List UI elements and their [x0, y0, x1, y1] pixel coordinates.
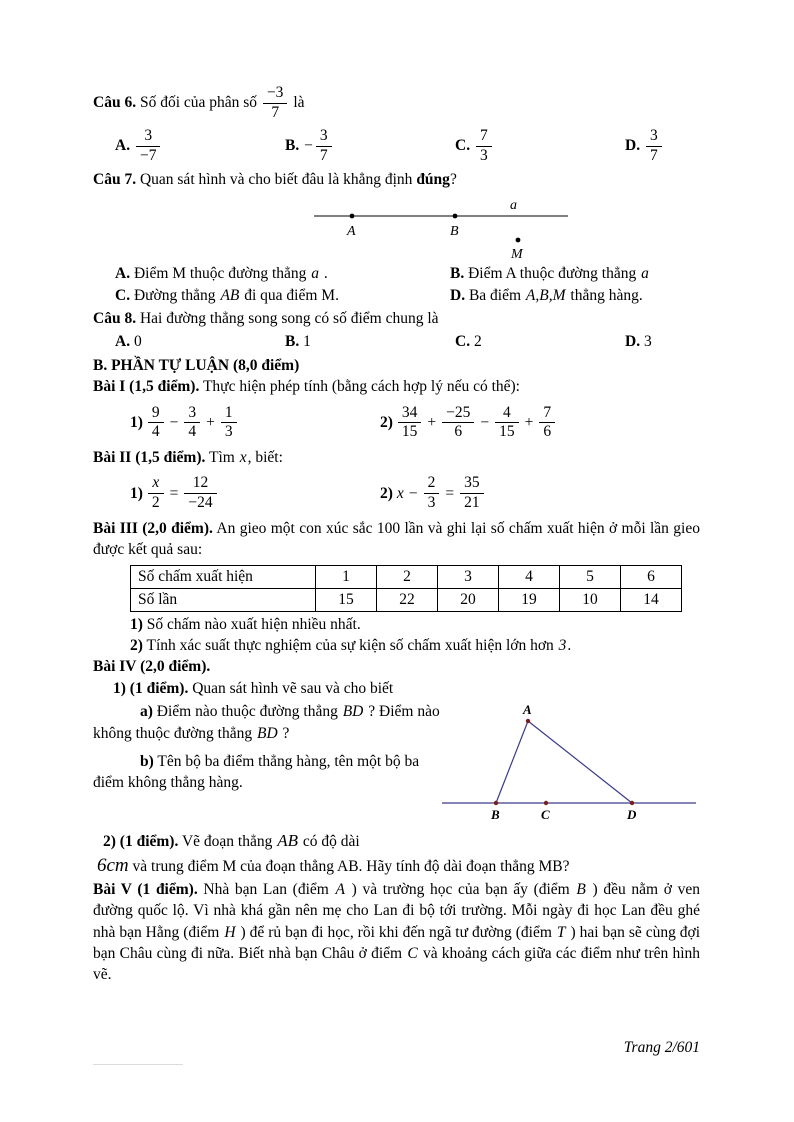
q7-label: Câu 7. [93, 170, 137, 188]
table-row: Số lần 15 22 20 19 10 14 [131, 588, 682, 611]
fraction: $\frac{9}{4}$ [148, 405, 164, 441]
q7-option-b: B. Điểm A thuộc đường thẳng a [450, 265, 649, 283]
bai4-item-a: a) Điểm nào thuộc đường thẳng BD ? Điểm nào không thuộc đường thẳng BD ? [93, 703, 440, 742]
q6-option-b: B. − $\frac{3}{7}$ [263, 127, 433, 165]
bai4-item-b: b) Tên bộ ba điểm thẳng hàng, tên một bộ ba điểm không thẳng hàng. [93, 752, 420, 792]
bai4-figure-column [440, 701, 700, 825]
q8-option-a: A. 0 [115, 333, 142, 351]
bai4-part1-body [93, 701, 700, 825]
fraction: $\frac{4}{15}$ [495, 405, 519, 441]
length-6cm: 6cm [97, 854, 129, 876]
q7-question-mark: ? [449, 170, 457, 188]
q7-option-c: C. Đường thẳng AB đi qua điểm M. [115, 286, 339, 304]
bai5-label: Bài V (1 điểm). [93, 880, 198, 898]
q8-label: Câu 8. [93, 310, 137, 328]
segment-ab [496, 721, 528, 803]
bai4-part2-line2: 6cm và trung điểm M của đoạn thẳng AB. Hãy tính độ dài đoạn thẳng MB? [97, 854, 570, 876]
fraction: $\frac{2}{3}$ [424, 475, 440, 511]
fraction: $\frac{3}{7}$ [646, 128, 662, 164]
fraction: $\frac{3}{7}$ [316, 128, 332, 164]
page-number: Trang 2/601 [623, 1038, 700, 1056]
point-c-label: C [541, 807, 550, 823]
point-a-dot [526, 719, 530, 723]
q6-label: Câu 6. [93, 93, 137, 111]
bai2-text-post: , biết: [247, 449, 283, 467]
bai1-expression-1: 1) $\frac{9}{4}$ − $\frac{3}{4}$ + $\frac{1}{3}$ [93, 404, 380, 442]
point-d-dot [630, 801, 634, 805]
fraction: $\frac{34}{15}$ [398, 405, 422, 441]
q6-option-d: D. $\frac{3}{7}$ [603, 127, 664, 165]
point-a-dot [350, 214, 355, 219]
point-b-label: B [491, 807, 500, 823]
fraction: $\frac{7}{3}$ [476, 128, 492, 164]
fraction: $\frac{3}{-7}$ [136, 128, 161, 164]
q7-text: Quan sát hình và cho biết đâu là khẳng định [139, 170, 413, 188]
bai2-equation-2: 2) x − $\frac{2}{3}$ = $\frac{35}{21}$ [380, 474, 486, 512]
bai5-paragraph: Bài V (1 điểm). Nhà bạn Lan (điểm A ) và trường học của bạn ấy (điểm B ) đều nằm ở ven đường quốc lộ. Vì nhà khá gần nên mẹ cho Lan đi bộ tới trường. Mỗi ngày đi học Lan đều ghé nhà bạn Hằng (điểm H ) để rủ bạn đi học, rồi khi đến ngã tư đường (điểm T ) hai bạn sẽ cùng đợi bạn Châu cùng đi nữa. Biết nhà bạn Châu ở điểm C và khoảng cách giữa các điểm như trên hình vẽ. [93, 880, 701, 984]
point-m-dot [516, 238, 521, 243]
q8-option-c: C. 2 [455, 333, 482, 351]
bai2-equations [93, 474, 700, 512]
point-b-dot [453, 214, 458, 219]
point-b-label: B [450, 224, 459, 240]
bai1-label: Bài I (1,5 điểm). [93, 378, 200, 396]
fraction: $\frac{-25}{6}$ [442, 405, 474, 441]
bai1-expressions [93, 404, 700, 442]
table-row: Số chấm xuất hiện 1 2 3 4 5 6 [131, 565, 682, 588]
bai2-text-pre: Tìm [208, 449, 235, 467]
fraction: $\frac{x}{2}$ [148, 475, 164, 511]
q8-text: Hai đường thẳng song song có số điểm chung là [139, 310, 439, 328]
bai1-text: Thực hiện phép tính (bằng cách hợp lý nếu có thể): [202, 378, 520, 396]
bai2-label: Bài II (1,5 điểm). [93, 449, 206, 467]
q6-options [93, 127, 700, 165]
q6-prompt [93, 84, 700, 122]
bai1-heading [93, 376, 700, 397]
bai2-heading [93, 447, 700, 468]
q8-option-d: D. 3 [625, 333, 652, 351]
bai4-heading: Bài IV (2,0 điểm). [93, 658, 211, 676]
q6-fraction: $\frac{-3}{7}$ [263, 85, 288, 121]
q8-option-b: B. 1 [285, 333, 311, 351]
fraction: $\frac{12}{-24}$ [184, 475, 216, 511]
section-b-title: B. PHẦN TỰ LUẬN (8,0 điểm) [93, 356, 300, 374]
point-a-label: A [347, 224, 356, 240]
bai4-part1-text-column [93, 701, 440, 825]
fraction: $\frac{3}{4}$ [184, 405, 200, 441]
bai2-var-x: x [239, 449, 247, 467]
bai1-expression-2: 2) $\frac{34}{15}$ + $\frac{-25}{6}$ − $\frac{4}{15}$ + $\frac{7}{6}$ [380, 404, 557, 442]
point-a-label: A [523, 705, 532, 718]
bai2-equation-1: 1) $\frac{x}{2}$ = $\frac{12}{-24}$ [93, 474, 380, 512]
fraction: $\frac{35}{21}$ [460, 475, 484, 511]
point-m-label: M [511, 247, 523, 262]
q6-option-c: C. $\frac{7}{3}$ [433, 127, 603, 165]
bai4-triangle-figure [440, 705, 700, 825]
q8-options [93, 331, 700, 352]
q7-option-a: A. Điểm M thuộc đường thẳng a . [115, 265, 328, 283]
point-d-label: D [627, 807, 637, 823]
segment-ad [528, 721, 632, 803]
bai4-part1-heading: 1) (1 điểm). Quan sát hình vẽ sau và cho biết [113, 679, 394, 697]
footer-divider [93, 1064, 183, 1065]
bai4-part2-line1: 2) (1 điểm). Vẽ đoạn thẳng AB có độ dài [103, 831, 360, 851]
q7-prompt [93, 169, 700, 190]
fraction: $\frac{7}{6}$ [539, 405, 555, 441]
minus-sign: − [304, 137, 313, 155]
point-c-dot [544, 801, 548, 805]
q8-prompt [93, 308, 700, 329]
q7-option-d: D. Ba điểm A,B,M thẳng hàng. [450, 286, 643, 304]
q7-figure [310, 195, 590, 261]
point-b-dot [494, 801, 498, 805]
q7-bold-word: đúng [416, 170, 450, 188]
q7-options [93, 263, 700, 306]
bai3-text: An gieo một con xúc sắc 100 lần và ghi lại số chấm xuất hiện ở mỗi lần gieo được kết quả sau: [93, 519, 700, 559]
bai3-item-2: 2) Tính xác suất thực nghiệm của sự kiện số chấm xuất hiện lớn hơn 3. [130, 637, 572, 654]
fraction: $\frac{1}{3}$ [221, 405, 237, 441]
bai3-label: Bài III (2,0 điểm). [93, 519, 213, 537]
bai3-item-1: 1) Số chấm nào xuất hiện nhiều nhất. [130, 615, 361, 633]
q6-text-before: Số đối của phân số [139, 93, 258, 111]
q6-text-after: là [293, 93, 305, 111]
q6-option-a: A. $\frac{3}{-7}$ [93, 127, 263, 165]
line-a-label: a [510, 198, 517, 214]
bai3-heading [93, 518, 700, 561]
bai3-frequency-table [130, 565, 682, 612]
